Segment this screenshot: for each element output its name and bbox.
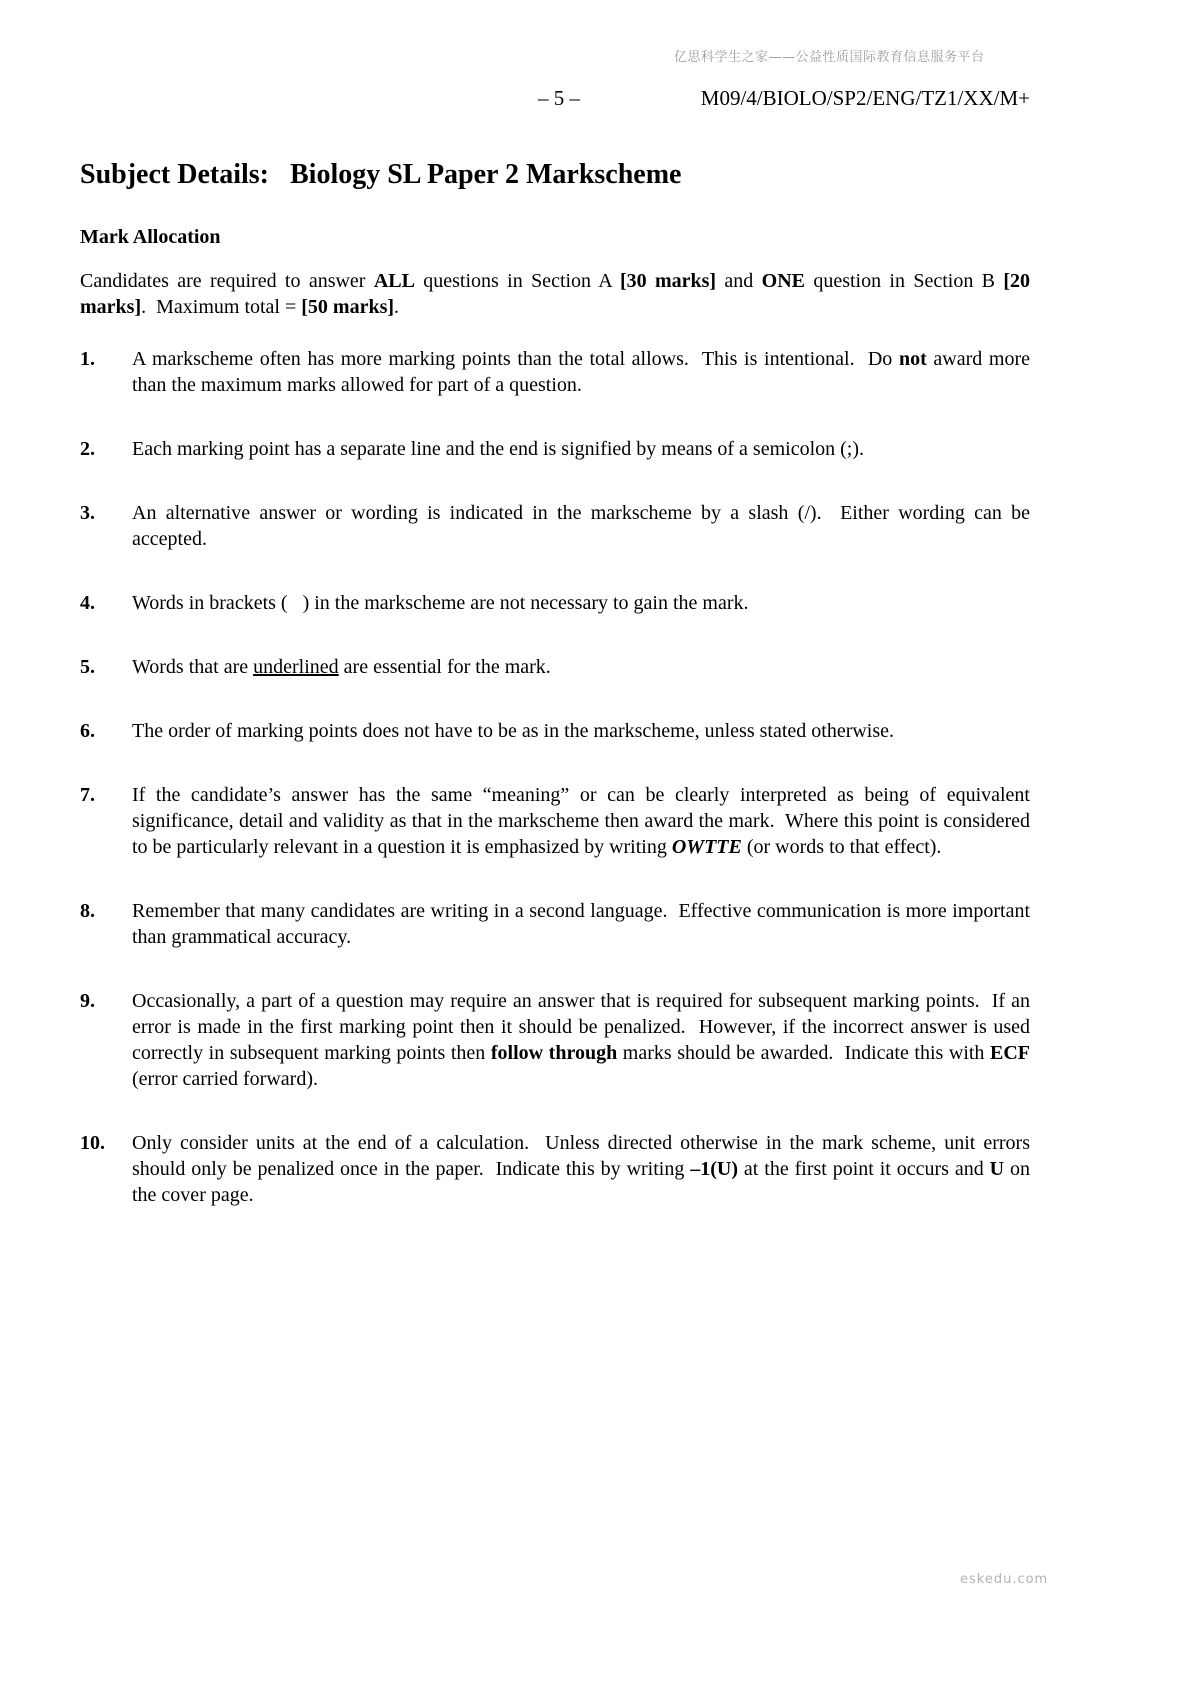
text-segment: . Maximum total = bbox=[141, 296, 302, 318]
title-label: Subject Details: bbox=[80, 159, 269, 190]
text-segment: Occasionally, a part of a question may require an answer that is required for subsequent marking points. If an error is made in the first marking point then it should be penalized. However, if the incorrect answer is used correctly in subsequent marking points then bbox=[132, 990, 1030, 1064]
text-segment: U bbox=[989, 1158, 1005, 1180]
list-item bbox=[80, 436, 1030, 462]
text-segment: The order of marking points does not have to be as in the markscheme, unless stated otherwise. bbox=[132, 720, 895, 742]
item-number: 7. bbox=[80, 784, 95, 806]
item-number: 4. bbox=[80, 592, 95, 614]
text-segment: Words that are bbox=[132, 656, 254, 678]
document-title bbox=[80, 158, 1030, 192]
text-segment: ONE bbox=[761, 270, 805, 292]
text-segment: Words in brackets ( ) in the markscheme are not necessary to gain the mark. bbox=[132, 592, 749, 614]
footer-watermark: eskedu.com bbox=[960, 1572, 1049, 1587]
item-number: 10. bbox=[80, 1132, 105, 1154]
section-heading: Mark Allocation bbox=[80, 226, 221, 248]
intro-paragraph bbox=[80, 268, 1030, 320]
text-segment: underlined bbox=[253, 656, 339, 678]
text-segment: award more than the maximum marks allowed for part of a question. bbox=[132, 348, 1030, 396]
list-item bbox=[80, 654, 1030, 680]
text-segment: questions in Section A bbox=[414, 270, 620, 292]
text-segment: [50 marks] bbox=[301, 296, 395, 318]
item-text bbox=[132, 654, 1030, 680]
text-segment: –1(U) bbox=[690, 1158, 739, 1180]
item-text bbox=[132, 988, 1030, 1092]
title-text: Biology SL Paper 2 Markscheme bbox=[290, 159, 682, 190]
list-item bbox=[80, 590, 1030, 616]
item-number: 1. bbox=[80, 348, 95, 370]
item-number: 3. bbox=[80, 502, 95, 524]
item-number: 2. bbox=[80, 438, 95, 460]
text-segment: not bbox=[898, 348, 927, 370]
text-segment: Remember that many candidates are writing in a second language. Effective communication is more important than grammatical accuracy. bbox=[132, 900, 1030, 948]
text-segment: question in Section B bbox=[804, 270, 1004, 292]
list-item bbox=[80, 782, 1030, 860]
text-segment: Candidates are required to answer bbox=[80, 270, 374, 292]
numbered-list bbox=[80, 346, 1030, 1208]
text-segment: ALL bbox=[373, 270, 415, 292]
site-banner: 亿思科学生之家——公益性质国际教育信息服务平台 bbox=[674, 50, 985, 65]
text-segment: Only consider units at the end of a calculation. Unless directed otherwise in the mark scheme, unit errors should only be penalized once in the paper. Indicate this by writing bbox=[132, 1132, 1030, 1180]
text-segment: A markscheme often has more marking points than the total allows. This is intentional. Do bbox=[132, 348, 899, 370]
text-segment: follow through bbox=[490, 1042, 618, 1064]
item-text bbox=[132, 346, 1030, 398]
item-number: 6. bbox=[80, 720, 95, 742]
item-text bbox=[132, 898, 1030, 950]
text-segment: An alternative answer or wording is indicated in the markscheme by a slash (/). Either wording can be accepted. bbox=[132, 502, 1030, 550]
text-segment: at the first point it occurs and bbox=[738, 1158, 990, 1180]
text-segment: and bbox=[716, 270, 762, 292]
item-number: 8. bbox=[80, 900, 95, 922]
text-segment: on the cover page. bbox=[132, 1158, 1030, 1206]
page-number: – 5 – bbox=[538, 86, 580, 110]
item-text bbox=[132, 590, 1030, 616]
item-text bbox=[132, 1130, 1030, 1208]
list-item bbox=[80, 346, 1030, 398]
list-item bbox=[80, 500, 1030, 552]
content-area bbox=[80, 158, 1030, 1246]
item-text bbox=[132, 718, 1030, 744]
list-item bbox=[80, 988, 1030, 1092]
item-text bbox=[132, 500, 1030, 552]
text-segment: If the candidate’s answer has the same “meaning” or can be clearly interpreted as being of equivalent significance, detail and validity as that in the markscheme then award the mark. Where this point is considered to be particularly relevant in a question it is emphasized by writing bbox=[132, 784, 1030, 858]
text-segment: [20 marks] bbox=[80, 270, 1031, 318]
list-item bbox=[80, 718, 1030, 744]
text-segment: marks should be awarded. Indicate this with bbox=[617, 1042, 991, 1064]
list-item bbox=[80, 1130, 1030, 1208]
text-segment: . bbox=[394, 296, 400, 318]
text-segment: OWTTE bbox=[671, 836, 742, 858]
item-number: 5. bbox=[80, 656, 95, 678]
text-segment: ECF bbox=[990, 1042, 1031, 1064]
item-text bbox=[132, 436, 1030, 462]
text-segment: Each marking point has a separate line and the end is signified by means of a semicolon (;). bbox=[132, 438, 865, 460]
list-item bbox=[80, 898, 1030, 950]
text-segment: (error carried forward). bbox=[132, 1068, 318, 1090]
text-segment: (or words to that effect). bbox=[741, 836, 942, 858]
item-text bbox=[132, 782, 1030, 860]
text-segment: [30 marks] bbox=[619, 270, 717, 292]
text-segment: are essential for the mark. bbox=[338, 656, 551, 678]
paper-code: M09/4/BIOLO/SP2/ENG/TZ1/XX/M+ bbox=[700, 86, 1030, 110]
item-number: 9. bbox=[80, 990, 95, 1012]
